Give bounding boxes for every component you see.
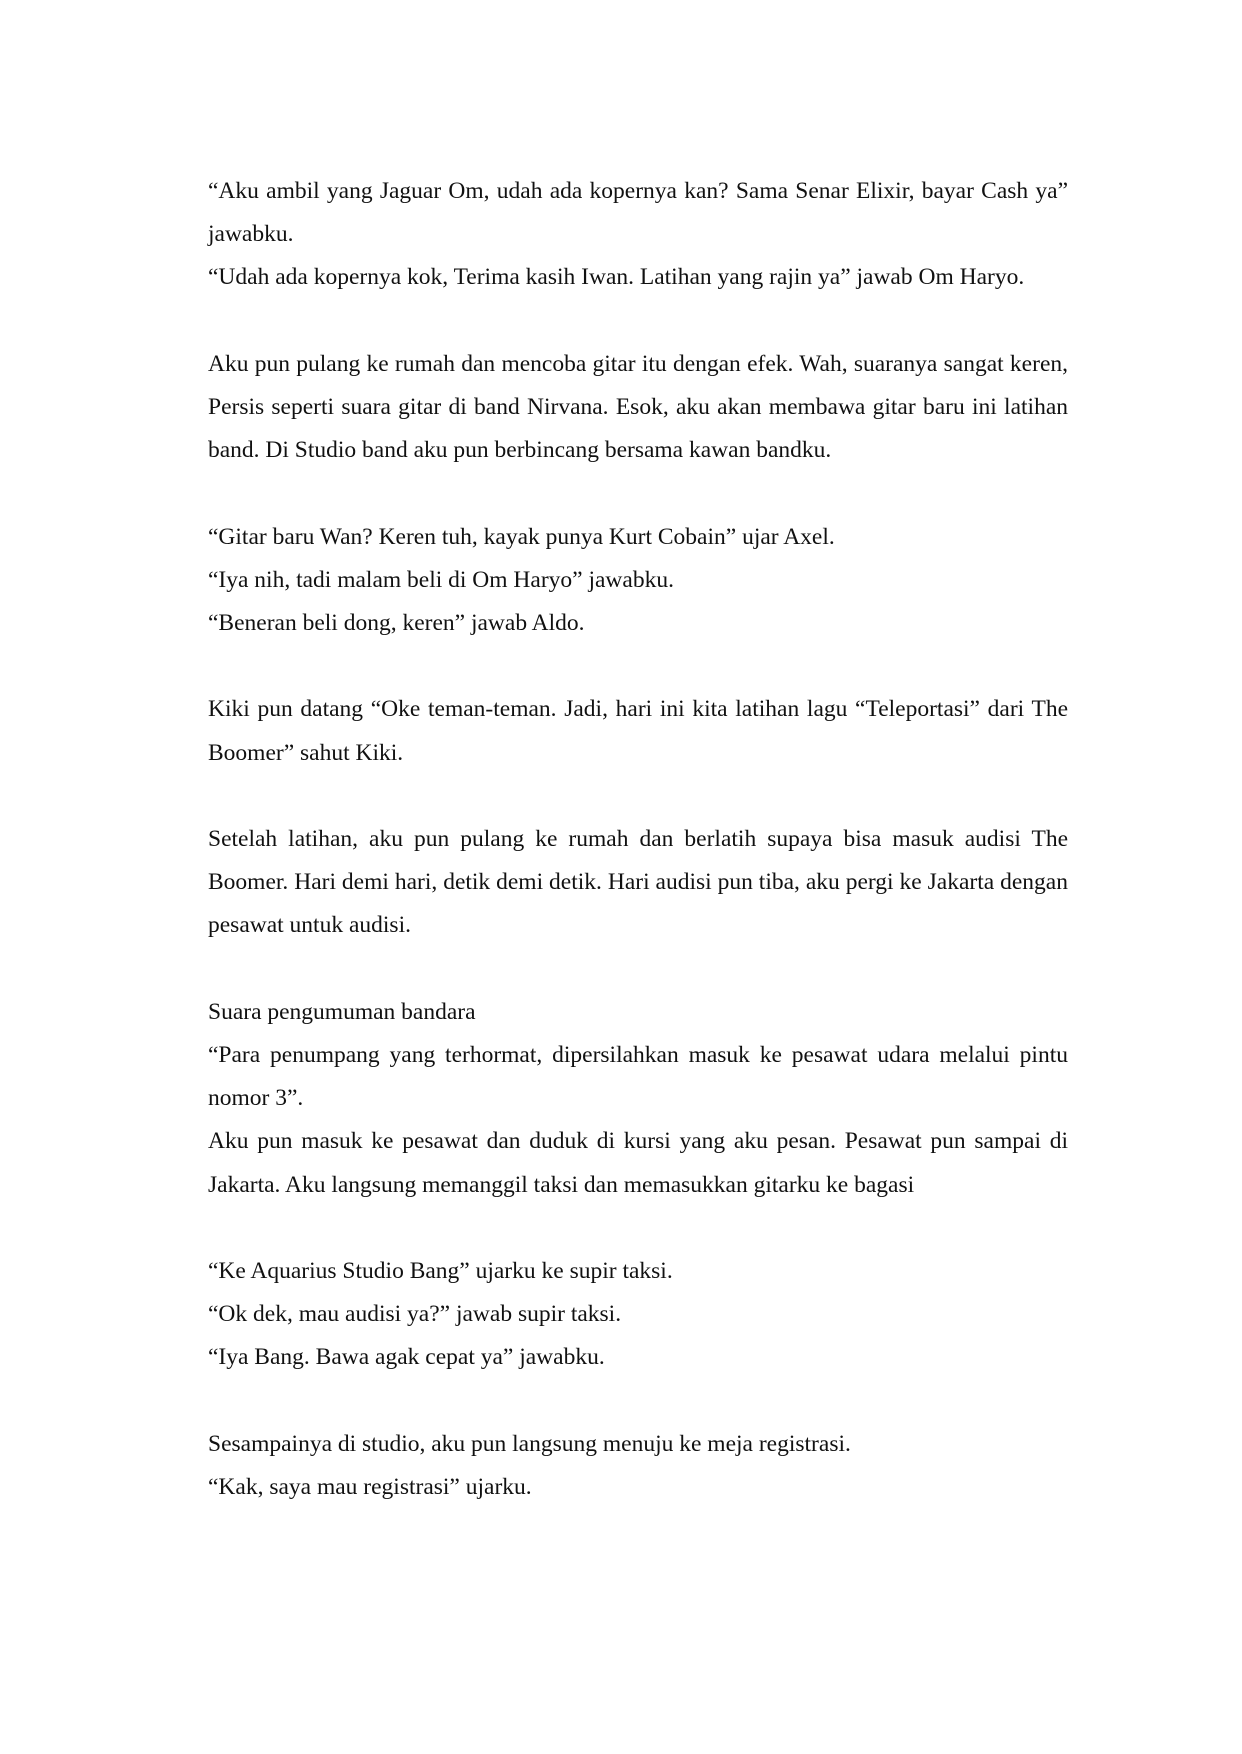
paragraph-6 xyxy=(208,991,1068,1207)
paragraph-2 xyxy=(208,343,1068,473)
dialogue-line: “Ke Aquarius Studio Bang” ujarku ke supir taksi. xyxy=(208,1257,673,1284)
paragraph-8 xyxy=(208,1423,1068,1509)
narrative-line: Setelah latihan, aku pun pulang ke rumah dan berlatih supaya bisa masuk audisi The Boomer. Hari demi hari, detik demi detik. Hari audisi pun tiba, aku pergi ke Jakarta dengan pesawat untuk audisi. xyxy=(208,825,1068,939)
narrative-line: Suara pengumuman bandara xyxy=(208,998,476,1025)
paragraph-3 xyxy=(208,516,1068,646)
dialogue-line: “Aku ambil yang Jaguar Om, udah ada kopernya kan? Sama Senar Elixir, bayar Cash ya” jawabku. xyxy=(208,178,1068,248)
paragraph-1 xyxy=(208,170,1068,300)
paragraph-5 xyxy=(208,818,1068,948)
dialogue-line: “Udah ada kopernya kok, Terima kasih Iwan. Latihan yang rajin ya” jawab Om Haryo. xyxy=(208,264,1025,291)
dialogue-line: “Ok dek, mau audisi ya?” jawab supir taksi. xyxy=(208,1301,622,1328)
narrative-line: Aku pun masuk ke pesawat dan duduk di kursi yang aku pesan. Pesawat pun sampai di Jakarta. Aku langsung memanggil taksi dan memasukkan gitarku ke bagasi xyxy=(208,1128,1068,1198)
document-body xyxy=(208,170,1068,1552)
narrative-line: Sesampainya di studio, aku pun langsung menuju ke meja registrasi. xyxy=(208,1430,851,1457)
dialogue-line: “Para penumpang yang terhormat, dipersilahkan masuk ke pesawat udara melalui pintu nomor 3”. xyxy=(208,1041,1068,1112)
dialogue-line: “Iya Bang. Bawa agak cepat ya” jawabku. xyxy=(208,1344,605,1371)
paragraph-4 xyxy=(208,688,1068,774)
dialogue-line: “Beneran beli dong, keren” jawab Aldo. xyxy=(208,610,585,636)
dialogue-line: “Iya nih, tadi malam beli di Om Haryo” jawabku. xyxy=(208,566,674,593)
paragraph-7 xyxy=(208,1250,1068,1380)
narrative-line: Aku pun pulang ke rumah dan mencoba gitar itu dengan efek. Wah, suaranya sangat keren, Persis seperti suara gitar di band Nirvana. Esok, aku akan membawa gitar baru ini latihan band. Di Studio band aku pun berbincang bersama kawan bandku. xyxy=(208,350,1068,464)
dialogue-line: “Gitar baru Wan? Keren tuh, kayak punya Kurt Cobain” ujar Axel. xyxy=(208,523,835,550)
narrative-line: Kiki pun datang “Oke teman-teman. Jadi, hari ini kita latihan lagu “Teleportasi” dari The Boomer” sahut Kiki. xyxy=(208,696,1068,766)
dialogue-line: “Kak, saya mau registrasi” ujarku. xyxy=(208,1473,532,1500)
